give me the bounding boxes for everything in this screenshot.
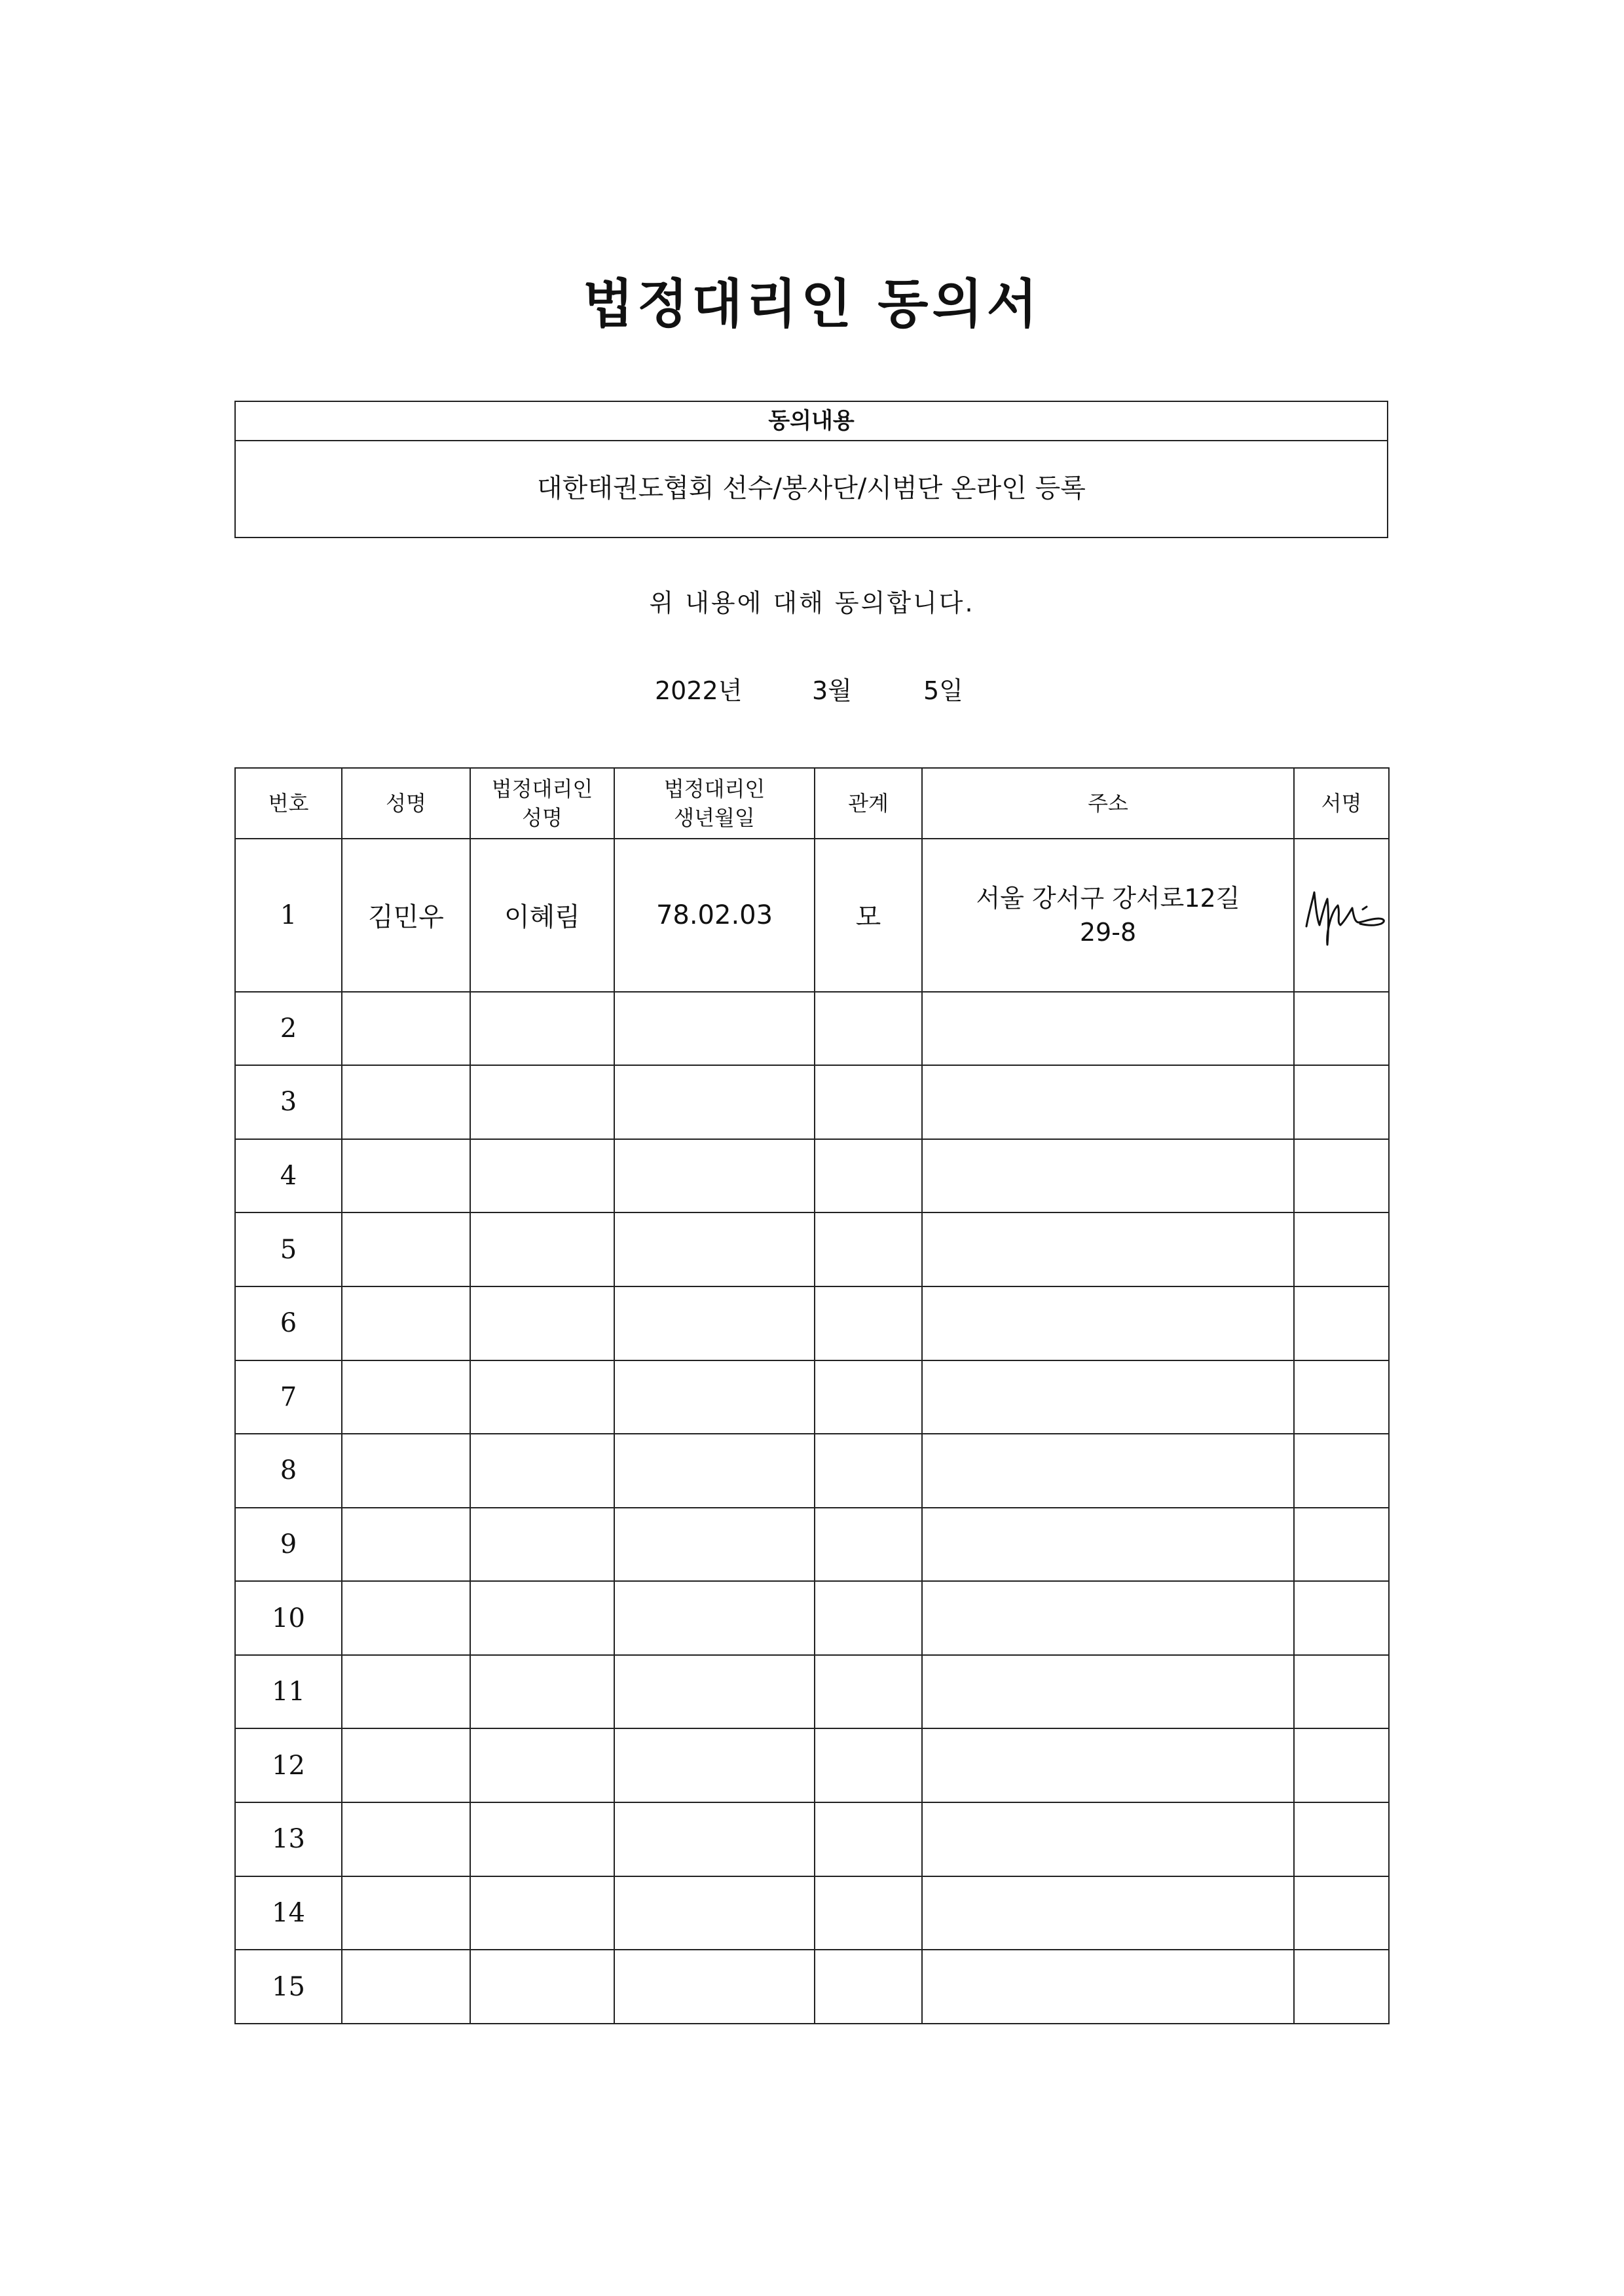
row-guardian-name: [470, 1286, 614, 1360]
row-guardian-birth: [614, 1139, 815, 1213]
row-name: [342, 1212, 470, 1286]
row-name: [342, 1581, 470, 1655]
header-relation: 관계: [815, 768, 922, 839]
row-relation: [815, 1139, 922, 1213]
row-guardian-birth: [614, 1581, 815, 1655]
row-guardian-birth: [614, 1065, 815, 1139]
row-guardian-name: [470, 1655, 614, 1729]
row-relation: [815, 1434, 922, 1508]
header-guardian-name-line2: 성명: [522, 805, 563, 830]
row-guardian-birth: [614, 1212, 815, 1286]
row-relation: 모: [815, 839, 922, 992]
row-signature: [1294, 1876, 1389, 1950]
row-number: 15: [235, 1950, 342, 2024]
table-row: [235, 1728, 1389, 1802]
table-row: [235, 1212, 1389, 1286]
row-signature: [1294, 1508, 1389, 1582]
row-signature: [1294, 992, 1389, 1066]
row-guardian-birth: [614, 1434, 815, 1508]
row-guardian-birth: [614, 1802, 815, 1876]
row-relation: [815, 1655, 922, 1729]
table-row: [235, 1581, 1389, 1655]
header-guardian-name-line1: 법정대리인: [491, 776, 593, 801]
row-name: [342, 1360, 470, 1434]
row-guardian-birth: [614, 1655, 815, 1729]
header-guardian-name: [470, 768, 614, 839]
row-number: 2: [235, 992, 342, 1066]
row-address: [922, 1876, 1294, 1950]
header-name: 성명: [342, 768, 470, 839]
row-name: [342, 1728, 470, 1802]
consent-header: 동의내용: [236, 402, 1387, 441]
table-row: [235, 1802, 1389, 1876]
row-guardian-name: [470, 1950, 614, 2024]
table-row: [235, 1655, 1389, 1729]
row-address: [922, 1286, 1294, 1360]
row-name: [342, 1802, 470, 1876]
row-signature: [1294, 1581, 1389, 1655]
row-name: 김민우: [342, 839, 470, 992]
row-signature: [1294, 1802, 1389, 1876]
row-guardian-birth: [614, 1286, 815, 1360]
table-row: [235, 1065, 1389, 1139]
row-signature: [1294, 1950, 1389, 2024]
consent-content: 대한태권도협회 선수/봉사단/시범단 온라인 등록: [537, 473, 1086, 503]
row-address-line1: 서울 강서구 강서로12길: [976, 883, 1240, 913]
registration-table: [234, 767, 1390, 2024]
row-guardian-birth: [614, 1360, 815, 1434]
row-relation: [815, 1286, 922, 1360]
row-guardian-birth: [614, 1876, 815, 1950]
row-number: 9: [235, 1508, 342, 1582]
row-guardian-birth: [614, 1728, 815, 1802]
table-row: [235, 992, 1389, 1066]
table-row: [235, 1876, 1389, 1950]
row-name: [342, 1508, 470, 1582]
row-number: 3: [235, 1065, 342, 1139]
date-month: 3월: [812, 676, 852, 705]
row-guardian-birth: [614, 1950, 815, 2024]
row-number: 8: [235, 1434, 342, 1508]
row-signature: [1294, 1139, 1389, 1213]
row-address: [922, 1065, 1294, 1139]
row-name: [342, 1434, 470, 1508]
row-signature: [1294, 1212, 1389, 1286]
row-guardian-name: [470, 1360, 614, 1434]
row-relation: [815, 1360, 922, 1434]
row-guardian-name: [470, 1065, 614, 1139]
row-guardian-name: [470, 1876, 614, 1950]
table-row: [235, 1508, 1389, 1582]
row-name: [342, 1065, 470, 1139]
signature-mark: [1295, 879, 1393, 951]
row-signature: [1294, 1065, 1389, 1139]
row-relation: [815, 1802, 922, 1876]
row-guardian-name: [470, 1139, 614, 1213]
header-guardian-birth-line1: 법정대리인: [663, 776, 766, 801]
table-row: [235, 1139, 1389, 1213]
table-row: [235, 839, 1389, 992]
row-address: [922, 839, 1294, 992]
table-row: [235, 1286, 1389, 1360]
row-number: 6: [235, 1286, 342, 1360]
row-signature: [1294, 1286, 1389, 1360]
row-number: 13: [235, 1802, 342, 1876]
row-guardian-birth: [614, 1508, 815, 1582]
row-relation: [815, 1728, 922, 1802]
row-relation: [815, 1950, 922, 2024]
row-address: [922, 1728, 1294, 1802]
row-relation: [815, 992, 922, 1066]
header-address: 주소: [922, 768, 1294, 839]
row-number: 11: [235, 1655, 342, 1729]
row-signature: [1294, 1728, 1389, 1802]
row-number: 10: [235, 1581, 342, 1655]
row-guardian-name: [470, 1728, 614, 1802]
row-address: [922, 1950, 1294, 2024]
row-number: 14: [235, 1876, 342, 1950]
table-row: [235, 1950, 1389, 2024]
date-year: 2022년: [655, 676, 743, 705]
row-name: [342, 1139, 470, 1213]
row-name: [342, 1286, 470, 1360]
row-relation: [815, 1876, 922, 1950]
row-address: [922, 1508, 1294, 1582]
row-guardian-name: 이혜림: [470, 839, 614, 992]
date-day: 5일: [923, 676, 963, 705]
row-guardian-name: [470, 1581, 614, 1655]
row-number: 4: [235, 1139, 342, 1213]
row-relation: [815, 1065, 922, 1139]
header-guardian-birth-line2: 생년월일: [674, 805, 755, 830]
agreement-statement: 위 내용에 대해 동의합니다.: [649, 589, 975, 617]
row-address: [922, 1139, 1294, 1213]
header-number: 번호: [235, 768, 342, 839]
row-relation: [815, 1508, 922, 1582]
row-address: [922, 992, 1294, 1066]
row-number: 1: [235, 839, 342, 992]
row-number: 7: [235, 1360, 342, 1434]
table-row: [235, 1360, 1389, 1434]
row-name: [342, 1950, 470, 2024]
table-header-row: [235, 768, 1389, 839]
row-relation: [815, 1581, 922, 1655]
row-address: [922, 1655, 1294, 1729]
row-guardian-birth: 78.02.03: [614, 839, 815, 992]
row-signature: [1294, 1434, 1389, 1508]
row-name: [342, 1655, 470, 1729]
row-relation: [815, 1212, 922, 1286]
row-address: [922, 1212, 1294, 1286]
row-signature: [1294, 1360, 1389, 1434]
header-signature: 서명: [1294, 768, 1389, 839]
document-title: 법정대리인 동의서: [582, 274, 1042, 335]
row-guardian-name: [470, 1802, 614, 1876]
row-guardian-name: [470, 1508, 614, 1582]
table-row: [235, 1434, 1389, 1508]
header-guardian-birth: [614, 768, 815, 839]
consent-box: [234, 401, 1388, 538]
row-address: [922, 1434, 1294, 1508]
row-address: [922, 1360, 1294, 1434]
row-name: [342, 1876, 470, 1950]
row-address-line2: 29-8: [1079, 917, 1137, 947]
row-name: [342, 992, 470, 1066]
row-number: 5: [235, 1212, 342, 1286]
row-guardian-name: [470, 1212, 614, 1286]
row-address: [922, 1581, 1294, 1655]
row-signature: [1294, 1655, 1389, 1729]
row-guardian-name: [470, 1434, 614, 1508]
row-number: 12: [235, 1728, 342, 1802]
row-guardian-birth: [614, 992, 815, 1066]
row-address: [922, 1802, 1294, 1876]
row-signature: [1294, 839, 1389, 992]
row-guardian-name: [470, 992, 614, 1066]
